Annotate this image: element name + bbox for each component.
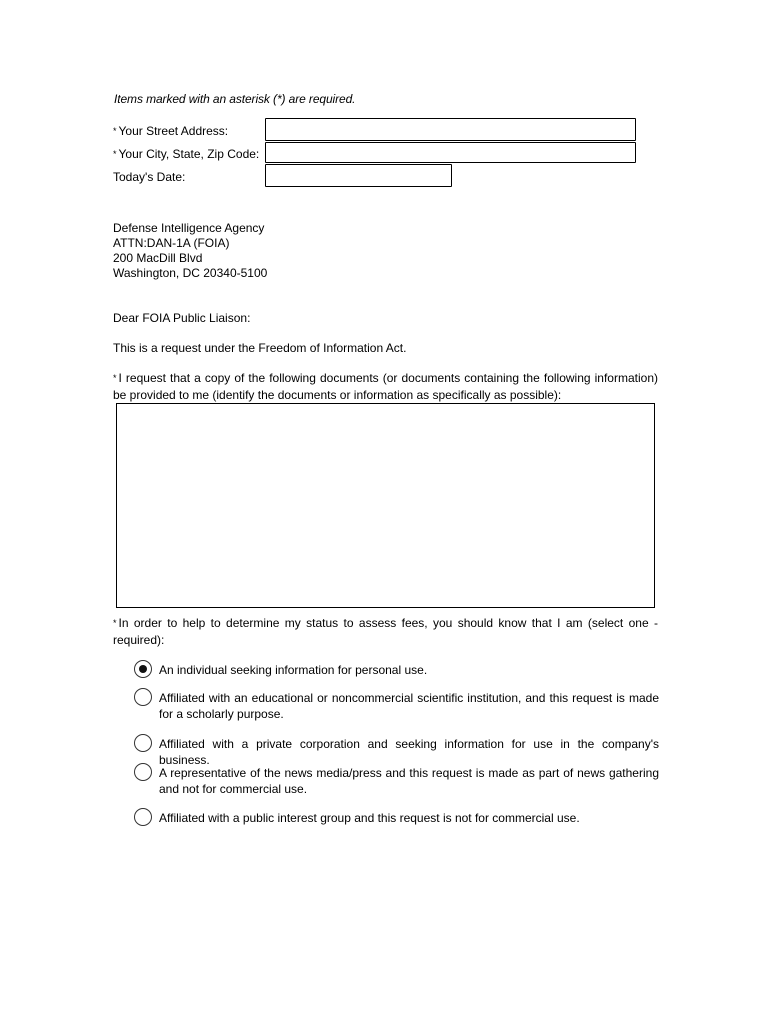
salutation: Dear FOIA Public Liaison: <box>113 311 251 325</box>
fee-option-public-interest[interactable] <box>134 810 659 826</box>
required-asterisk: * <box>113 618 117 628</box>
fee-option-commercial[interactable] <box>134 736 659 768</box>
radio-button[interactable] <box>134 688 152 706</box>
street-address-input[interactable] <box>265 118 636 141</box>
radio-button[interactable] <box>134 808 152 826</box>
todays-date-input[interactable] <box>265 164 452 187</box>
request-paragraph <box>113 370 658 403</box>
radio-button-selected[interactable] <box>134 660 152 678</box>
agency-attn: ATTN:DAN-1A (FOIA) <box>113 236 230 250</box>
required-asterisk: * <box>113 126 117 136</box>
required-asterisk: * <box>113 149 117 159</box>
fee-option-label: A representative of the news media/press and this request is made as part of news gathering and not for commercial use. <box>159 766 659 796</box>
required-note: Items marked with an asterisk (*) are required. <box>114 92 356 106</box>
fee-option-news-media[interactable] <box>134 765 659 797</box>
city-state-zip-label <box>113 147 259 161</box>
fee-status-paragraph <box>113 615 658 648</box>
radio-button[interactable] <box>134 734 152 752</box>
documents-description-textarea[interactable] <box>116 403 655 608</box>
fee-option-educational[interactable] <box>134 690 659 722</box>
fee-option-label: Affiliated with an educational or noncommercial scientific institution, and this request is made for a scholarly purpose. <box>159 691 659 721</box>
agency-street: 200 MacDill Blvd <box>113 251 203 265</box>
agency-city: Washington, DC 20340-5100 <box>113 266 268 280</box>
street-address-label <box>113 124 228 138</box>
city-state-zip-label-text: Your City, State, Zip Code: <box>118 147 260 161</box>
request-text: I request that a copy of the following documents (or documents containing the following information) be provided to me (identify the documents or information as specifically as possible): <box>113 371 658 402</box>
radio-button[interactable] <box>134 763 152 781</box>
agency-name: Defense Intelligence Agency <box>113 221 265 235</box>
city-state-zip-input[interactable] <box>265 142 636 163</box>
street-address-label-text: Your Street Address: <box>118 124 229 138</box>
fee-status-text: In order to help to determine my status to assess fees, you should know that I am (select one - required): <box>113 616 658 647</box>
fee-option-label: Affiliated with a private corporation and seeking information for use in the company's business. <box>159 737 659 767</box>
fee-option-label: An individual seeking information for personal use. <box>159 663 428 677</box>
required-asterisk: * <box>113 373 117 383</box>
intro-text: This is a request under the Freedom of Information Act. <box>113 341 407 355</box>
fee-option-label: Affiliated with a public interest group and this request is not for commercial use. <box>159 811 580 825</box>
fee-option-personal[interactable] <box>134 662 659 678</box>
todays-date-label: Today's Date: <box>113 170 186 184</box>
